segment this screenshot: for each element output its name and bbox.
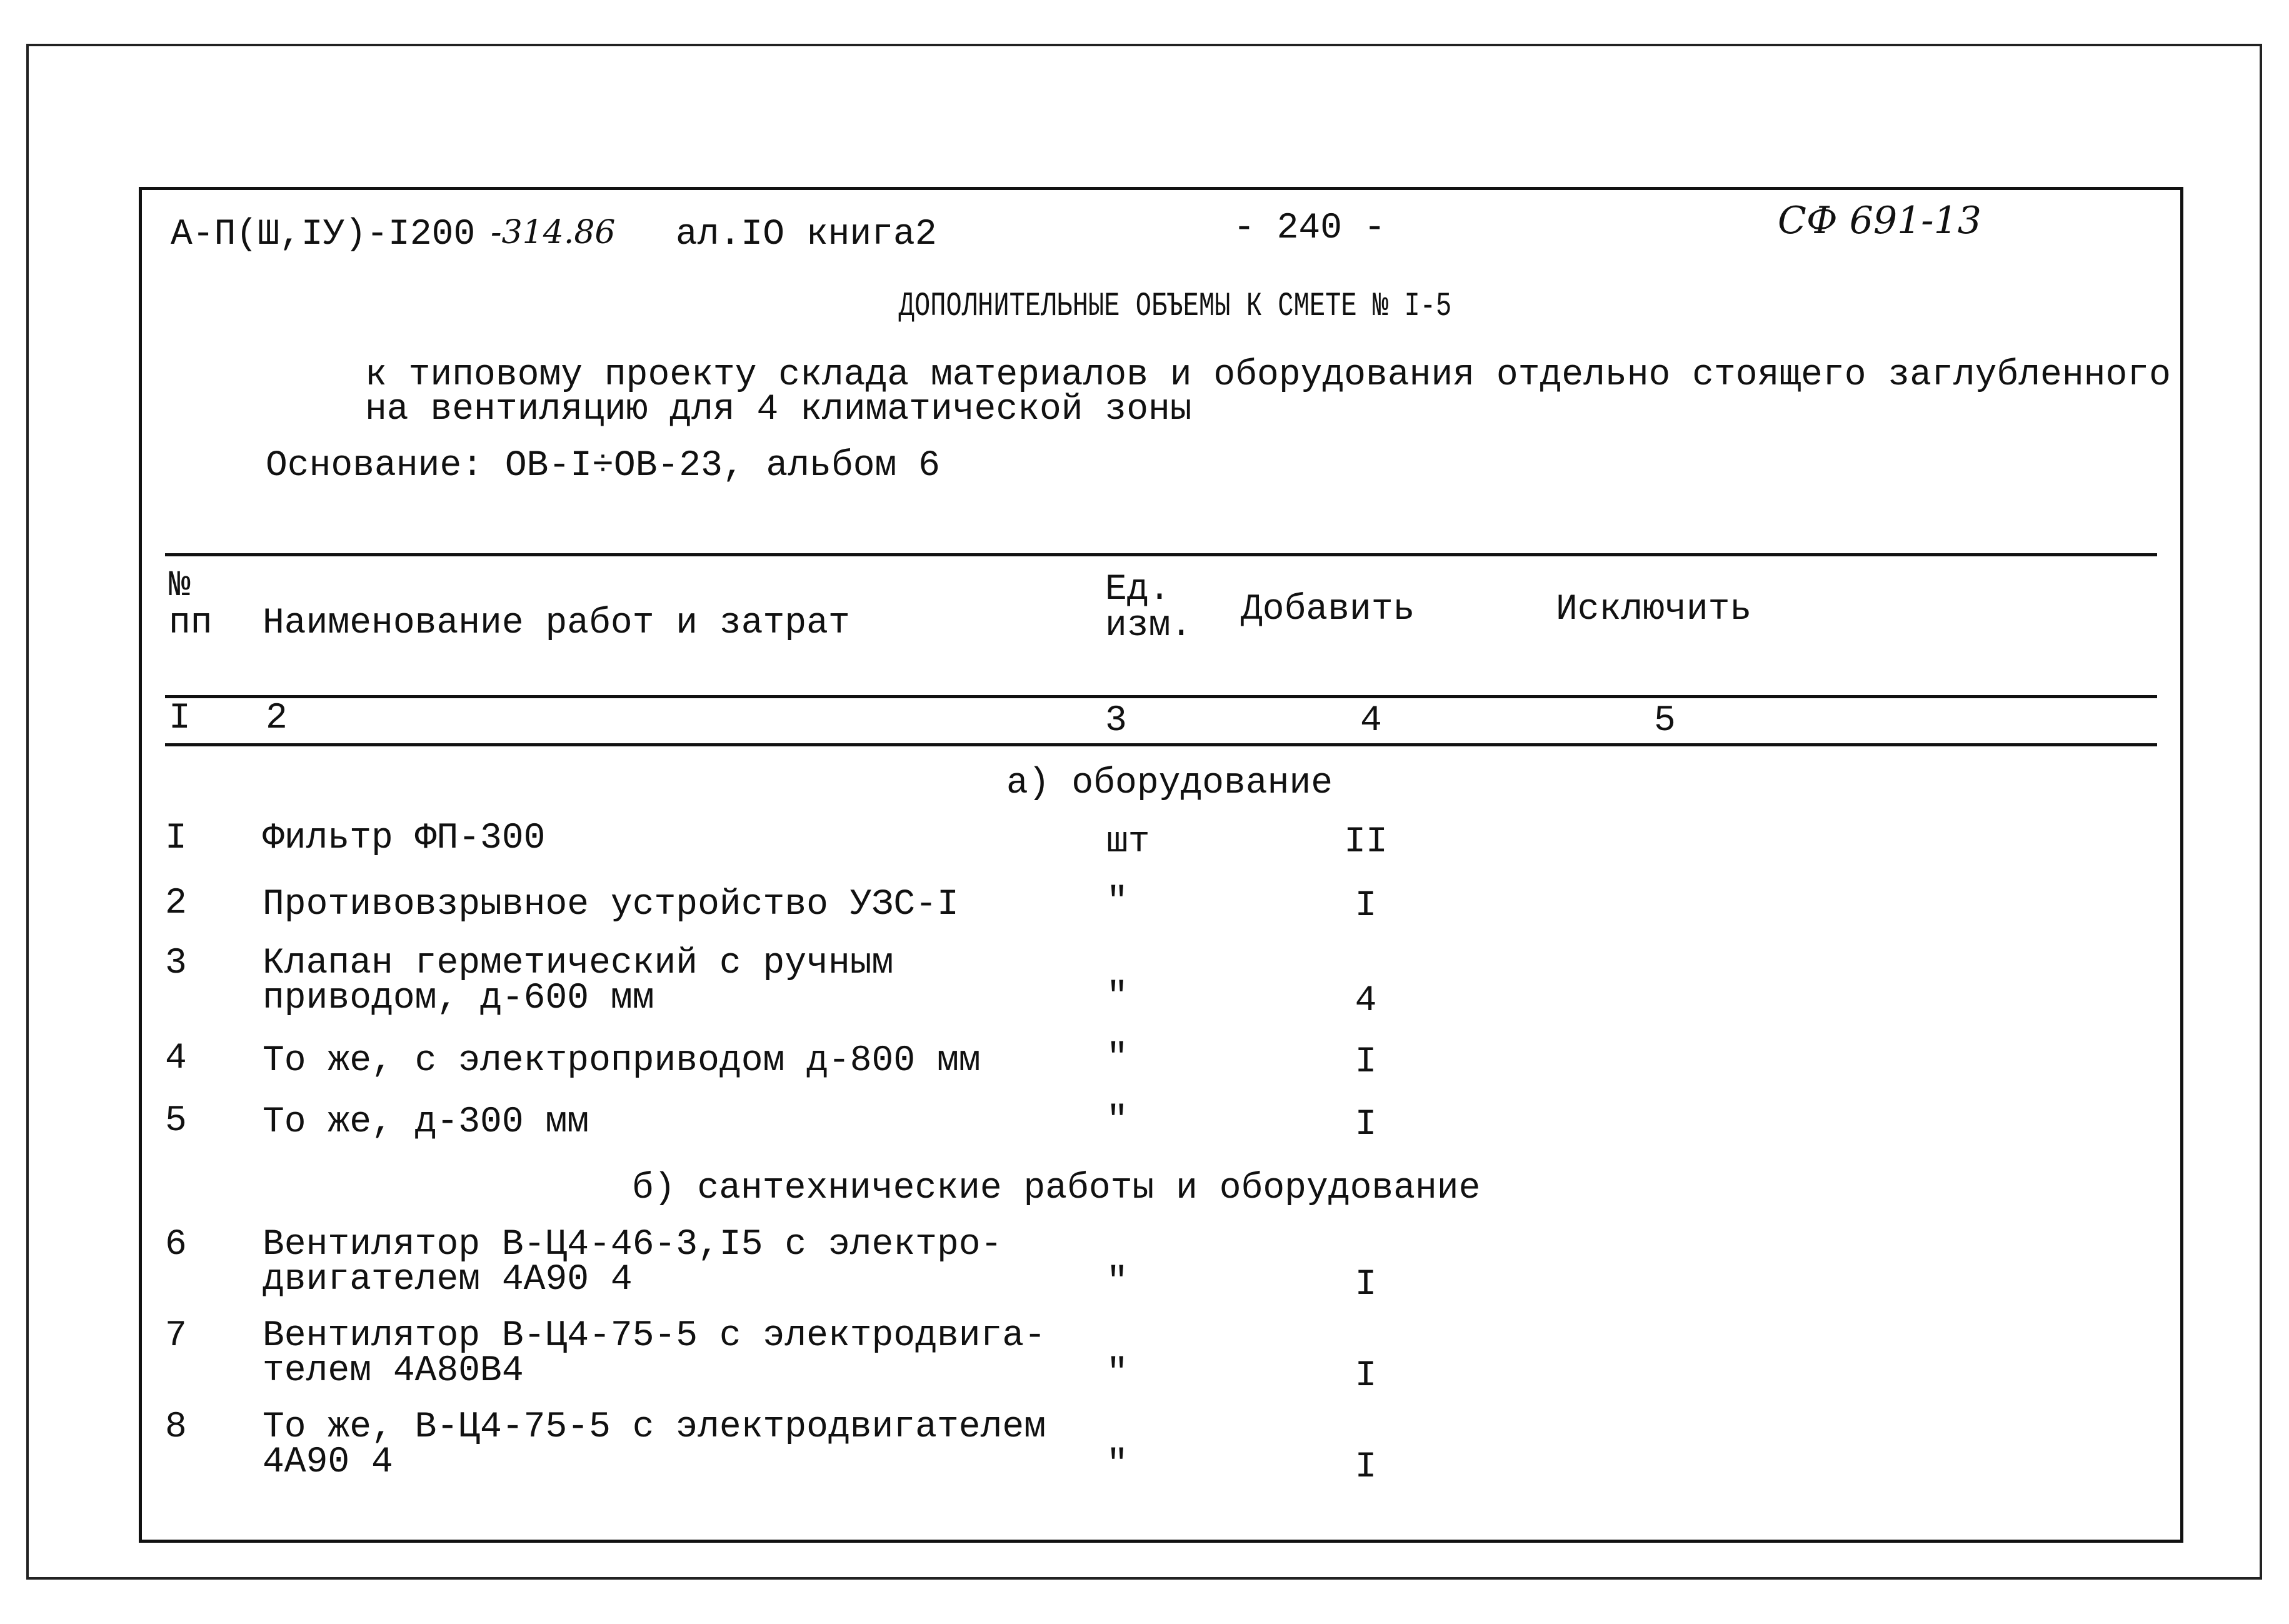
row-name: Противовзрывное устройство УЗС-I (263, 885, 959, 925)
row-unit: " (1106, 1445, 1128, 1485)
col-number-2: 2 (266, 698, 288, 739)
col-number-5: 5 (1654, 701, 1676, 741)
row-name-line-2: приводом, д-600 мм (263, 978, 654, 1019)
table-top-rule (165, 553, 2157, 556)
basis-text: Основание: ОВ-I÷ОВ-23, альбом 6 (266, 446, 940, 486)
document-code-handwritten: -314.86 (491, 214, 616, 251)
row-number: 5 (165, 1101, 187, 1141)
section-a-heading: а) оборудование (1006, 763, 1333, 804)
row-name-line-2: телем 4А80В4 (263, 1351, 524, 1391)
row-unit: шт (1106, 822, 1150, 863)
col-number-3: 3 (1105, 701, 1127, 741)
col-number-4: 4 (1360, 701, 1382, 741)
row-name-line-2: 4А90 4 (263, 1442, 393, 1483)
row-number: 7 (165, 1316, 187, 1356)
col-number-1: I (169, 698, 191, 739)
section-b-heading: б) сантехнические работы и оборудование (632, 1168, 1481, 1209)
header-name: Наименование работ и затрат (263, 603, 850, 644)
row-unit: " (1106, 1038, 1128, 1079)
row-number: 4 (165, 1038, 187, 1079)
row-name: То же, с электроприводом д-800 мм (263, 1041, 981, 1081)
subtitle-line-1: к типовому проекту склада материалов и оборудования отдельно стоящего заглубленного (365, 355, 2171, 396)
handwritten-stamp: СФ 691-13 (1778, 199, 1981, 243)
row-add-value: I (1355, 1042, 1377, 1083)
row-unit: " (1106, 977, 1128, 1018)
table-header-rule (165, 695, 2157, 698)
header-num-2: пп (169, 603, 213, 644)
document-title: ДОПОЛНИТЕЛЬНЫЕ ОБЪЕМЫ К СМЕТЕ № I-5 (898, 288, 1452, 326)
row-unit: " (1106, 1101, 1128, 1141)
row-number: 3 (165, 943, 187, 984)
row-add-value: 4 (1355, 981, 1377, 1021)
row-unit: " (1106, 1353, 1128, 1394)
row-unit: " (1106, 1262, 1128, 1303)
row-name-line-2: двигателем 4А90 4 (263, 1260, 633, 1300)
header-exclude: Исключить (1556, 589, 1752, 630)
row-add-value: I (1355, 1447, 1377, 1488)
row-add-value: I (1355, 1356, 1377, 1396)
subtitle-line-2: на вентиляцию для 4 климатической зоны (365, 389, 1192, 430)
table-numbering-rule (165, 743, 2157, 746)
row-name: Фильтр ФП-300 (263, 818, 546, 859)
header-unit-1: Ед. (1105, 569, 1171, 610)
row-number: 6 (165, 1225, 187, 1265)
page-number: - 240 - (1233, 208, 1386, 249)
row-name-line-1: Вентилятор В-Ц4-46-3,I5 с электро- (263, 1225, 1003, 1265)
row-add-value: I (1355, 1105, 1377, 1145)
header-num-1: № (169, 566, 191, 606)
header-add: Добавить (1241, 589, 1415, 630)
row-add-value: I (1355, 886, 1377, 926)
row-number: I (165, 818, 187, 859)
document-code: А-П(Ш,IУ)-I200 (171, 214, 476, 255)
row-name-line-1: То же, В-Ц4-75-5 с электродвигателем (263, 1407, 1046, 1448)
row-add-value: II (1344, 822, 1388, 863)
row-name-line-1: Клапан герметический с ручным (263, 943, 894, 984)
row-number: 8 (165, 1407, 187, 1448)
row-unit: " (1106, 882, 1128, 923)
album-label: ал.IO книга2 (676, 214, 937, 255)
row-add-value: I (1355, 1265, 1377, 1305)
row-name: То же, д-300 мм (263, 1102, 589, 1143)
row-name-line-1: Вентилятор В-Ц4-75-5 с электродвига- (263, 1316, 1046, 1356)
row-number: 2 (165, 883, 187, 924)
header-unit-2: изм. (1105, 606, 1193, 646)
